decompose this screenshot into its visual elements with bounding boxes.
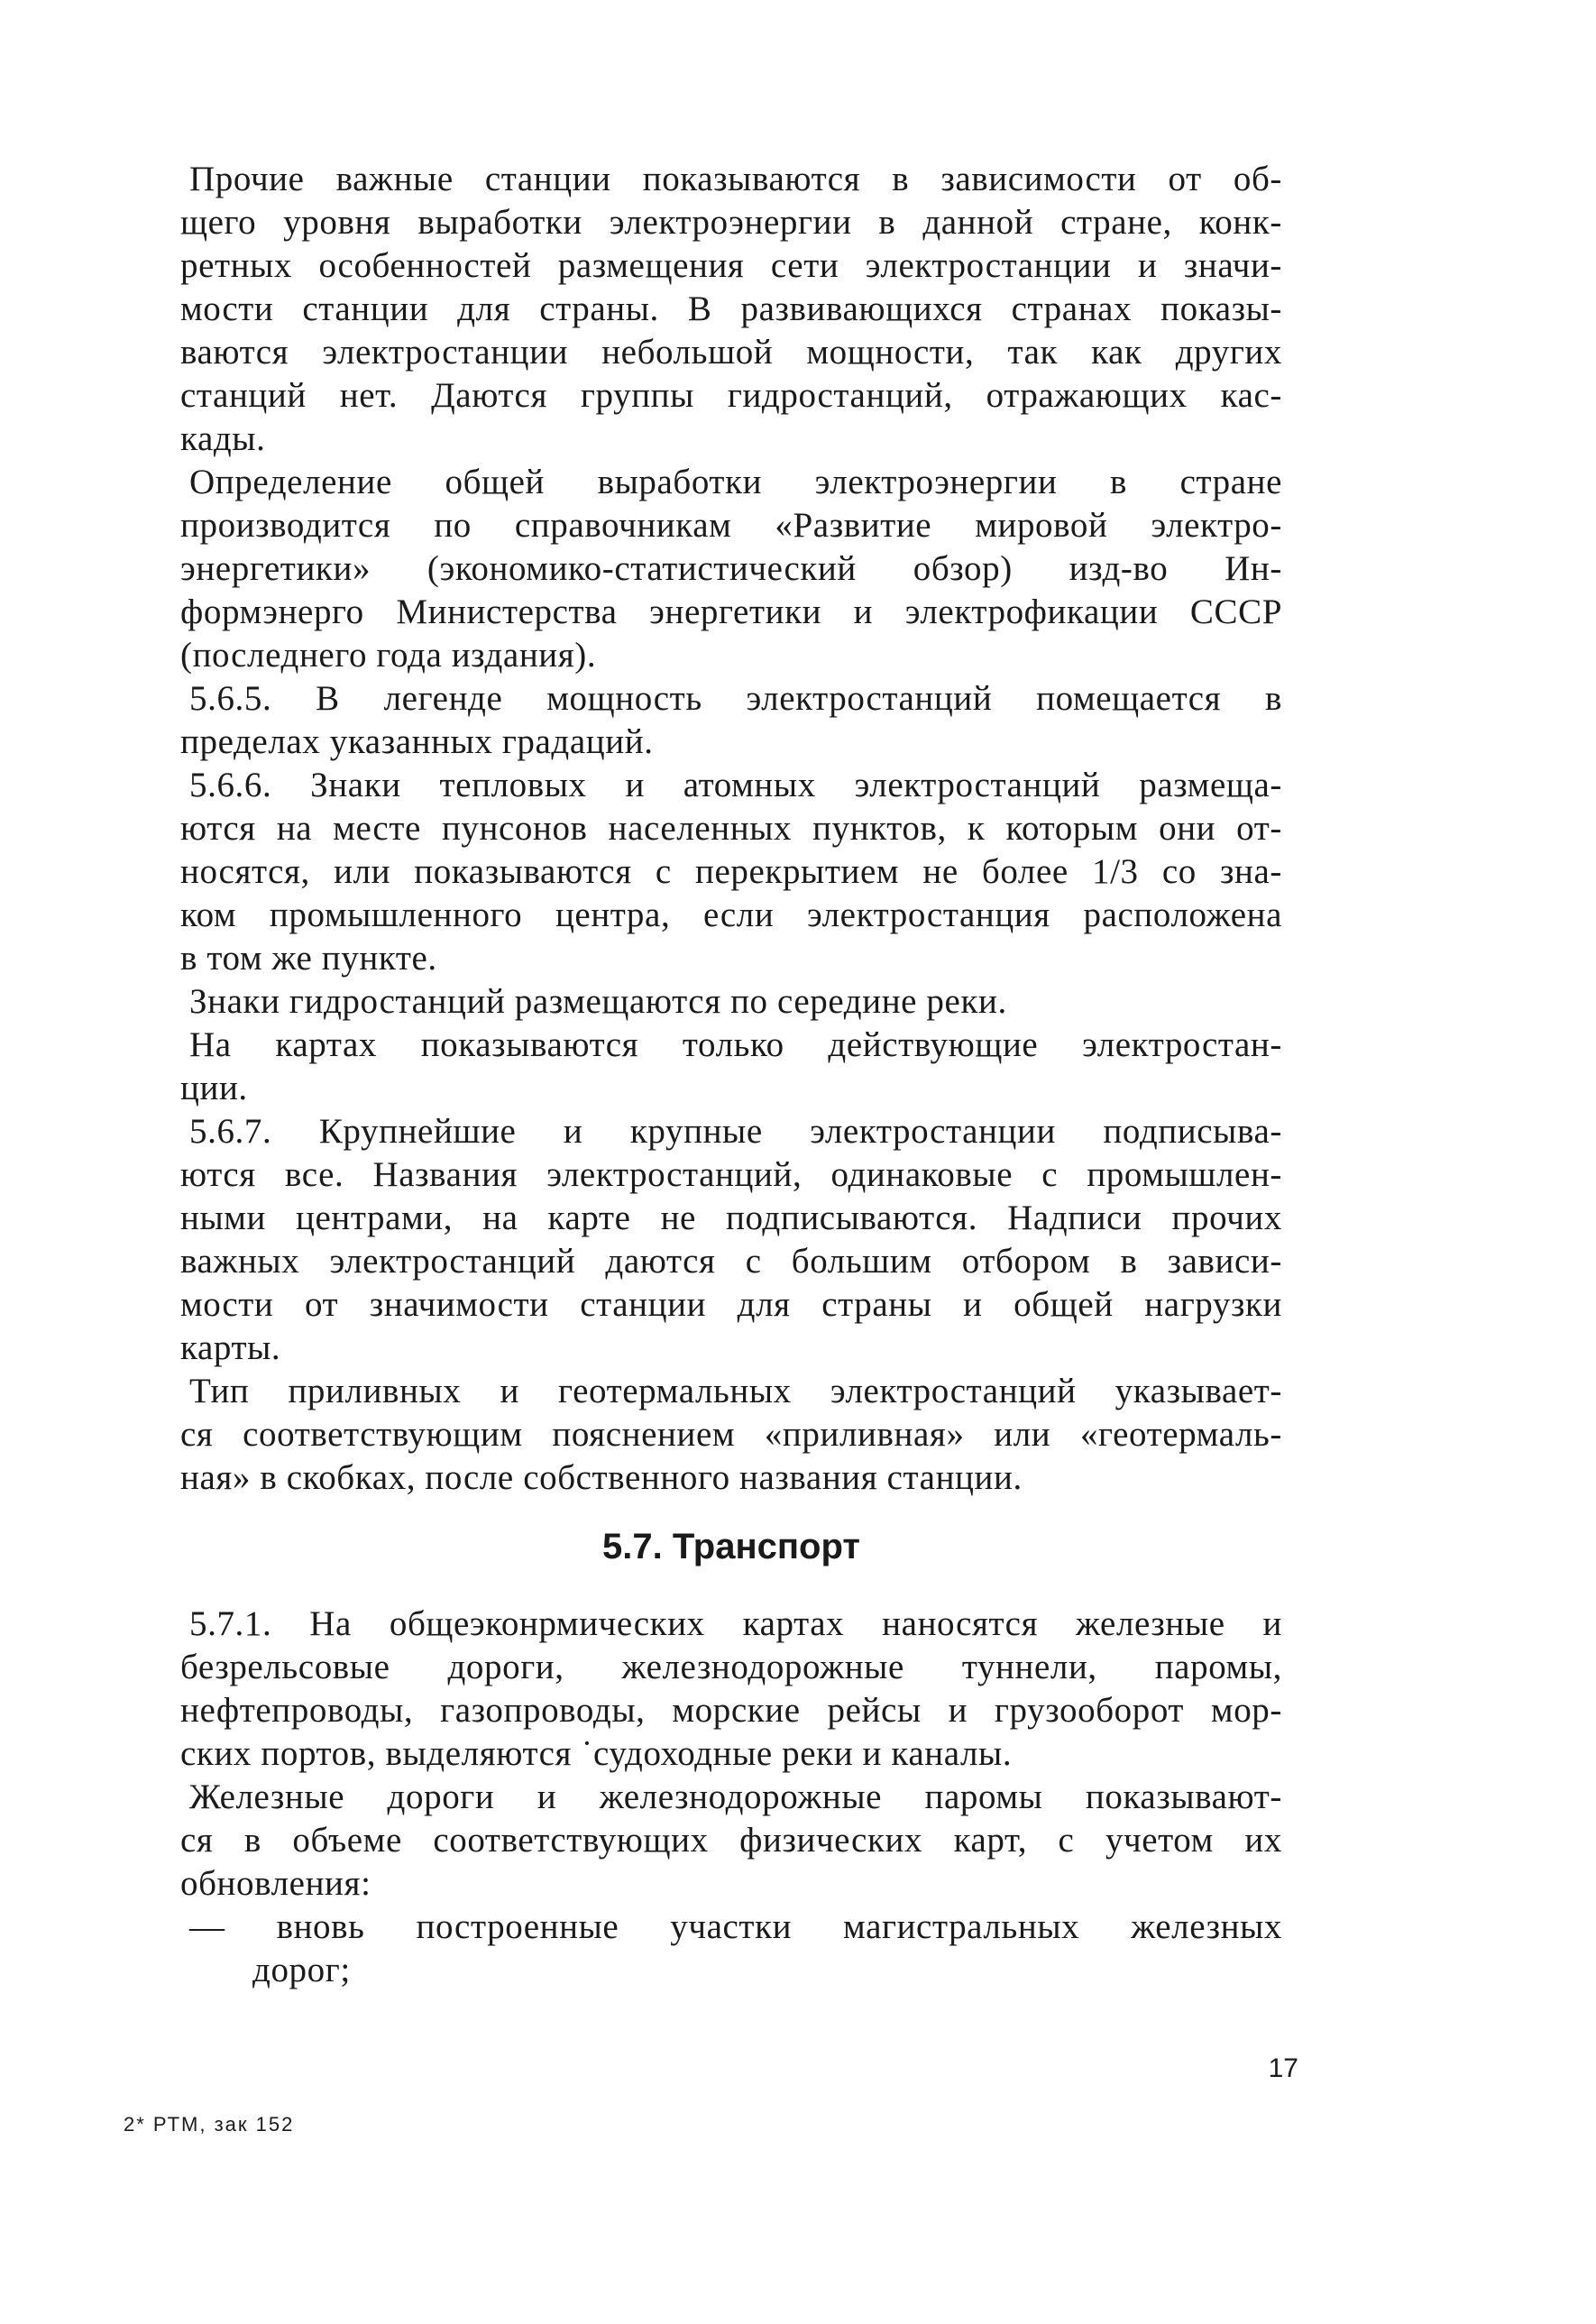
list-item-line: дорог;	[252, 1951, 351, 1989]
text-line: нефтепроводы, газопроводы, морские рейсы и грузооборот мор-	[180, 1691, 1282, 1730]
text-line: обновления:	[180, 1864, 371, 1903]
text-line: ретных особенностей размещения сети электростанции и значи-	[180, 246, 1282, 285]
text-line: носятся, или показываются с перекрытием не более 1/3 со зна-	[180, 852, 1282, 891]
text-line: пределах указанных градаций.	[180, 722, 654, 761]
text-line: 5.6.5. В легенде мощность электростанций помещается в	[189, 679, 1282, 718]
text-line: мости от значимости станции для страны и общей нагрузки	[180, 1285, 1282, 1324]
text-line: ком промышленного центра, если электростанция расположена	[180, 896, 1282, 934]
text-line: 5.7.1. На общеэконрмических картах наносятся железные и	[189, 1604, 1282, 1643]
section-heading: 5.7. Транспорт	[602, 1527, 860, 1566]
text-line: важных электростанций даются с большим отбором в зависи-	[180, 1242, 1282, 1281]
text-line: (последнего года издания).	[180, 636, 597, 675]
text-line: ная» в скобках, после собственного названия станции.	[180, 1458, 1023, 1497]
text-line: Тип приливных и геотермальных электростанций указывает-	[189, 1372, 1282, 1410]
text-line: Прочие важные станции показываются в зависимости от об-	[189, 160, 1282, 198]
text-line: 5.6.6. Знаки тепловых и атомных электростанций размеща-	[189, 766, 1282, 804]
text-line: станций нет. Даются группы гидростанций, отражающих кас-	[180, 376, 1282, 415]
text-line: ских портов, выделяются ˙судоходные реки и каналы.	[180, 1734, 1013, 1773]
text-line: Определение общей выработки электроэнергии в стране	[189, 463, 1282, 501]
text-line: кады.	[180, 419, 266, 458]
text-line: безрельсовые дороги, железнодорожные туннели, паромы,	[180, 1648, 1282, 1686]
text-line: щего уровня выработки электроэнергии в данной стране, конк-	[180, 203, 1282, 242]
text-line: ются на месте пунсонов населенных пунктов, к которым они от-	[180, 809, 1282, 848]
text-line: ся соответствующим пояснением «приливная» или «геотермаль-	[180, 1415, 1282, 1454]
text-line: ными центрами, на карте не подписываются. Надписи прочих	[180, 1199, 1282, 1237]
text-line: Знаки гидростанций размещаются по середине реки.	[189, 982, 1007, 1021]
text-line: На картах показываются только действующие электростан-	[189, 1025, 1282, 1064]
text-line: 5.6.7. Крупнейшие и крупные электростанции подписыва-	[189, 1112, 1282, 1151]
print-footer: 2* РТМ, зак 152	[124, 2113, 295, 2136]
text-line: ции.	[180, 1069, 248, 1107]
text-line: мости станции для страны. В развивающихся странах показы-	[180, 289, 1282, 328]
text-line: в том же пункте.	[180, 939, 437, 978]
list-item-line: — вновь построенные участки магистральных железных	[189, 1907, 1282, 1946]
text-line: ся в объеме соответствующих физических карт, с учетом их	[180, 1821, 1282, 1860]
text-line: энергетики» (экономико-статистический обзор) изд-во Ин-	[180, 549, 1282, 588]
text-line: ются все. Названия электростанций, одинаковые с промышлен-	[180, 1155, 1282, 1194]
text-line: ваются электростанции небольшой мощности, так как других	[180, 333, 1282, 372]
text-line: формэнерго Министерства энергетики и электрофикации СССР	[180, 592, 1282, 631]
text-line: карты.	[180, 1328, 281, 1367]
text-line: производится по справочникам «Развитие мировой электро-	[180, 506, 1282, 545]
page-number: 17	[1268, 2053, 1298, 2083]
text-line: Железные дороги и железнодорожные паромы показывают-	[189, 1777, 1282, 1816]
